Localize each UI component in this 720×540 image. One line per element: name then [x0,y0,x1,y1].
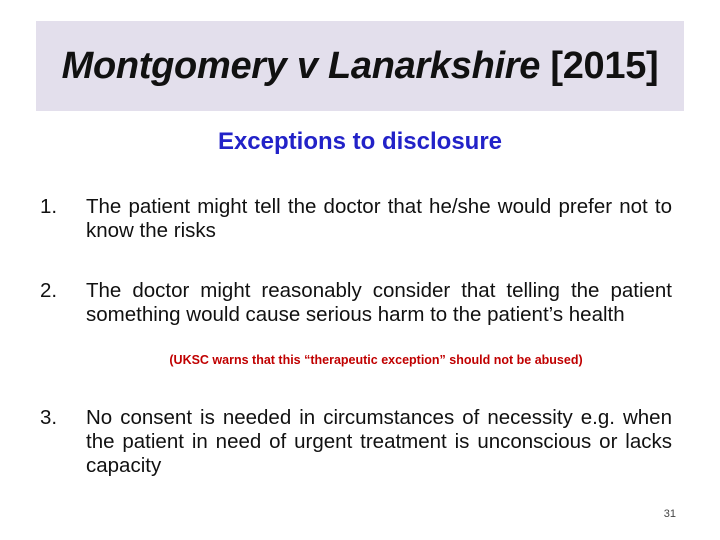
slide-subtitle: Exceptions to disclosure [217,128,503,155]
case-name: Montgomery v Lanarkshire [61,44,541,87]
page-number: 31 [663,508,676,520]
list-item [40,195,672,243]
list-item-number: 3. [40,406,58,429]
list-item-text: No consent is needed in circumstances of necessity e.g. when the patient in need of urgent treatment is unconscious or lacks capacity [86,406,672,477]
list-item-text: The doctor might reasonably consider that telling the patient something would cause serious harm to the patient’s health [86,279,672,326]
title-bar [36,21,684,111]
list-item-text: The patient might tell the doctor that he/she would prefer not to know the risks [86,195,672,242]
warning-note: (UKSC warns that this “therapeutic exception” should not be abused) [169,353,583,367]
list-item [40,406,672,478]
list-item-number: 1. [40,195,58,218]
case-year: [2015] [550,44,659,87]
slide-title [62,45,659,88]
list-item-number: 2. [40,279,58,302]
list-item [40,279,672,327]
